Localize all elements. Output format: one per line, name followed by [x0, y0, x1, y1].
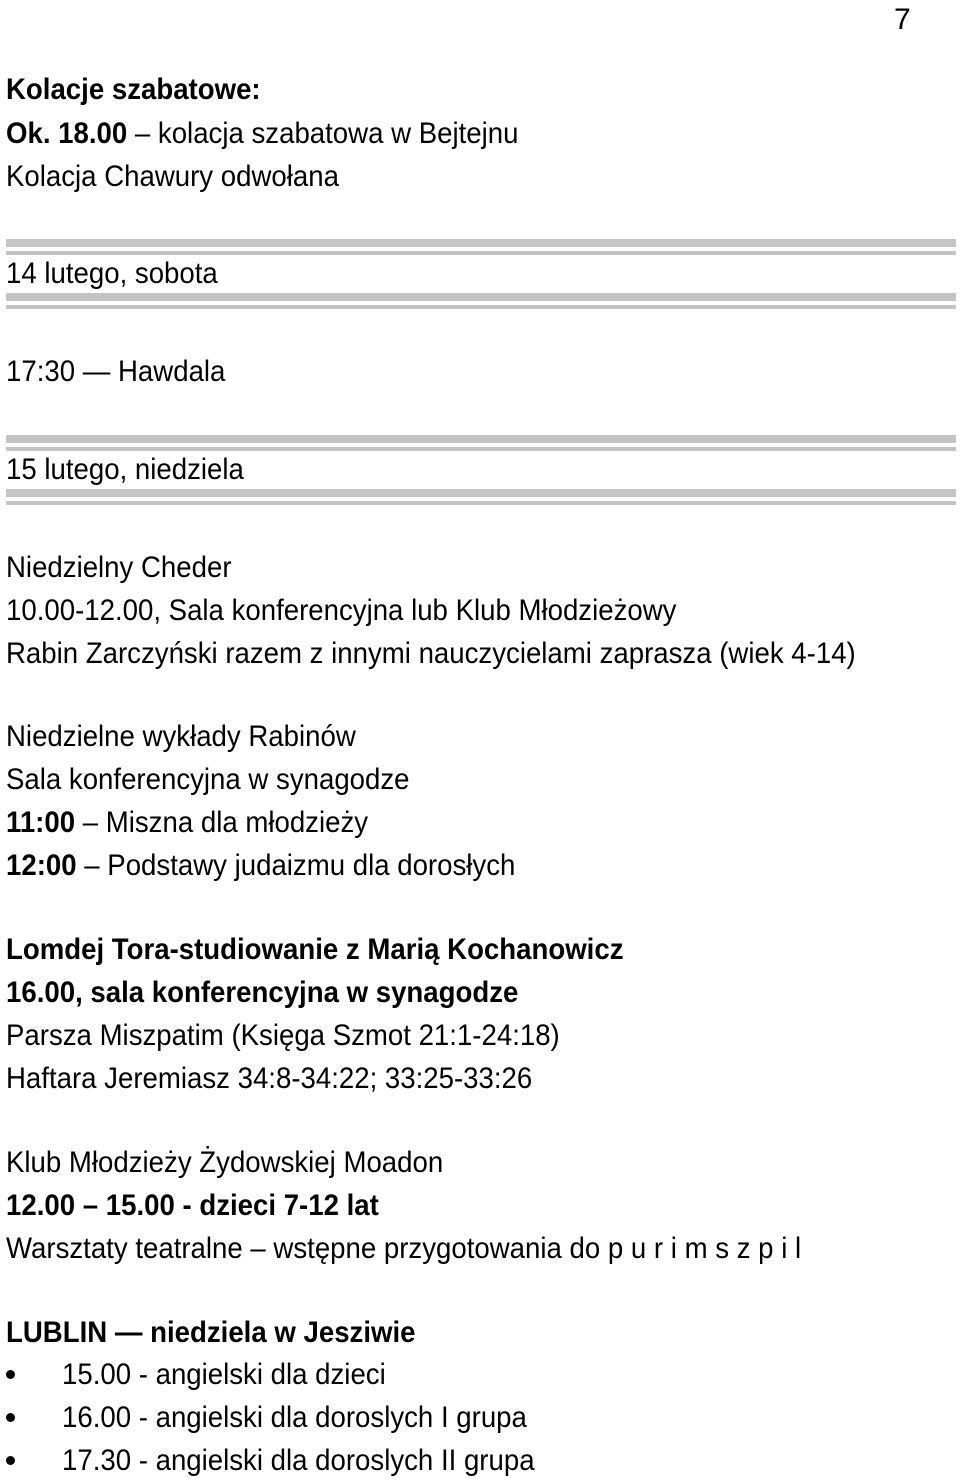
lecture-item: [6, 805, 368, 841]
moadon-title: Klub Młodzieży Żydowskiej Moadon: [6, 1146, 444, 1179]
bullet-icon: [6, 1370, 15, 1379]
page-number: 7: [894, 3, 911, 36]
section-divider: [6, 293, 956, 309]
lecture-item: [6, 848, 515, 884]
section-divider: [6, 435, 956, 451]
section-divider: [6, 239, 956, 255]
sabbath-dinner-time: Ok. 18.00: [6, 117, 128, 150]
sunday-date: 15 lutego, niedziela: [6, 453, 244, 486]
lecture-text: – Podstawy judaizmu dla dorosłych: [76, 849, 516, 882]
lomdej-title: Lomdej Tora-studiowanie z Marią Kochanowicz: [6, 933, 624, 966]
sabbath-dinner-text: – kolacja szabatowa w Bejtejnu: [127, 117, 519, 150]
sabbath-dinners-heading: Kolacje szabatowe:: [6, 73, 261, 106]
cheder-time-place: 10.00-12.00, Sala konferencyjna lub Klub Młodzieżowy: [6, 594, 677, 627]
lecture-time: 11:00: [6, 806, 76, 839]
lecture-time: 12:00: [6, 849, 77, 882]
havdalah-line: 17:30 — Hawdala: [6, 355, 226, 388]
saturday-date: 14 lutego, sobota: [6, 257, 218, 290]
bullet-icon: [6, 1456, 15, 1465]
chavura-dinner-cancelled: Kolacja Chawury odwołana: [6, 160, 339, 193]
lectures-title: Niedzielne wykłady Rabinów: [6, 720, 356, 753]
lublin-title: LUBLIN — niedziela w Jesziwie: [6, 1316, 416, 1349]
parsha-line: Parsza Miszpatim (Księga Szmot 21:1-24:18): [6, 1019, 560, 1052]
bullet-icon: [6, 1413, 15, 1422]
lectures-place: Sala konferencyjna w synagodze: [6, 763, 410, 796]
cheder-title: Niedzielny Cheder: [6, 551, 232, 584]
moadon-time: 12.00 – 15.00 - dzieci 7-12 lat: [6, 1189, 379, 1222]
lublin-item: 16.00 - angielski dla doroslych I grupa: [62, 1401, 527, 1434]
lublin-item: 17.30 - angielski dla doroslych II grupa: [62, 1444, 535, 1477]
sabbath-dinner-line: [6, 116, 518, 152]
moadon-description: Warsztaty teatralne – wstępne przygotowania do p u r i m s z p i l: [6, 1232, 802, 1265]
haftarah-line: Haftara Jeremiasz 34:8-34:22; 33:25-33:26: [6, 1062, 533, 1095]
cheder-description: Rabin Zarczyński razem z innymi nauczycielami zaprasza (wiek 4-14): [6, 637, 856, 670]
lecture-text: – Miszna dla młodzieży: [75, 806, 369, 839]
lublin-item: 15.00 - angielski dla dzieci: [62, 1358, 386, 1391]
section-divider: [6, 489, 956, 505]
lomdej-time-place: 16.00, sala konferencyjna w synagodze: [6, 976, 519, 1009]
